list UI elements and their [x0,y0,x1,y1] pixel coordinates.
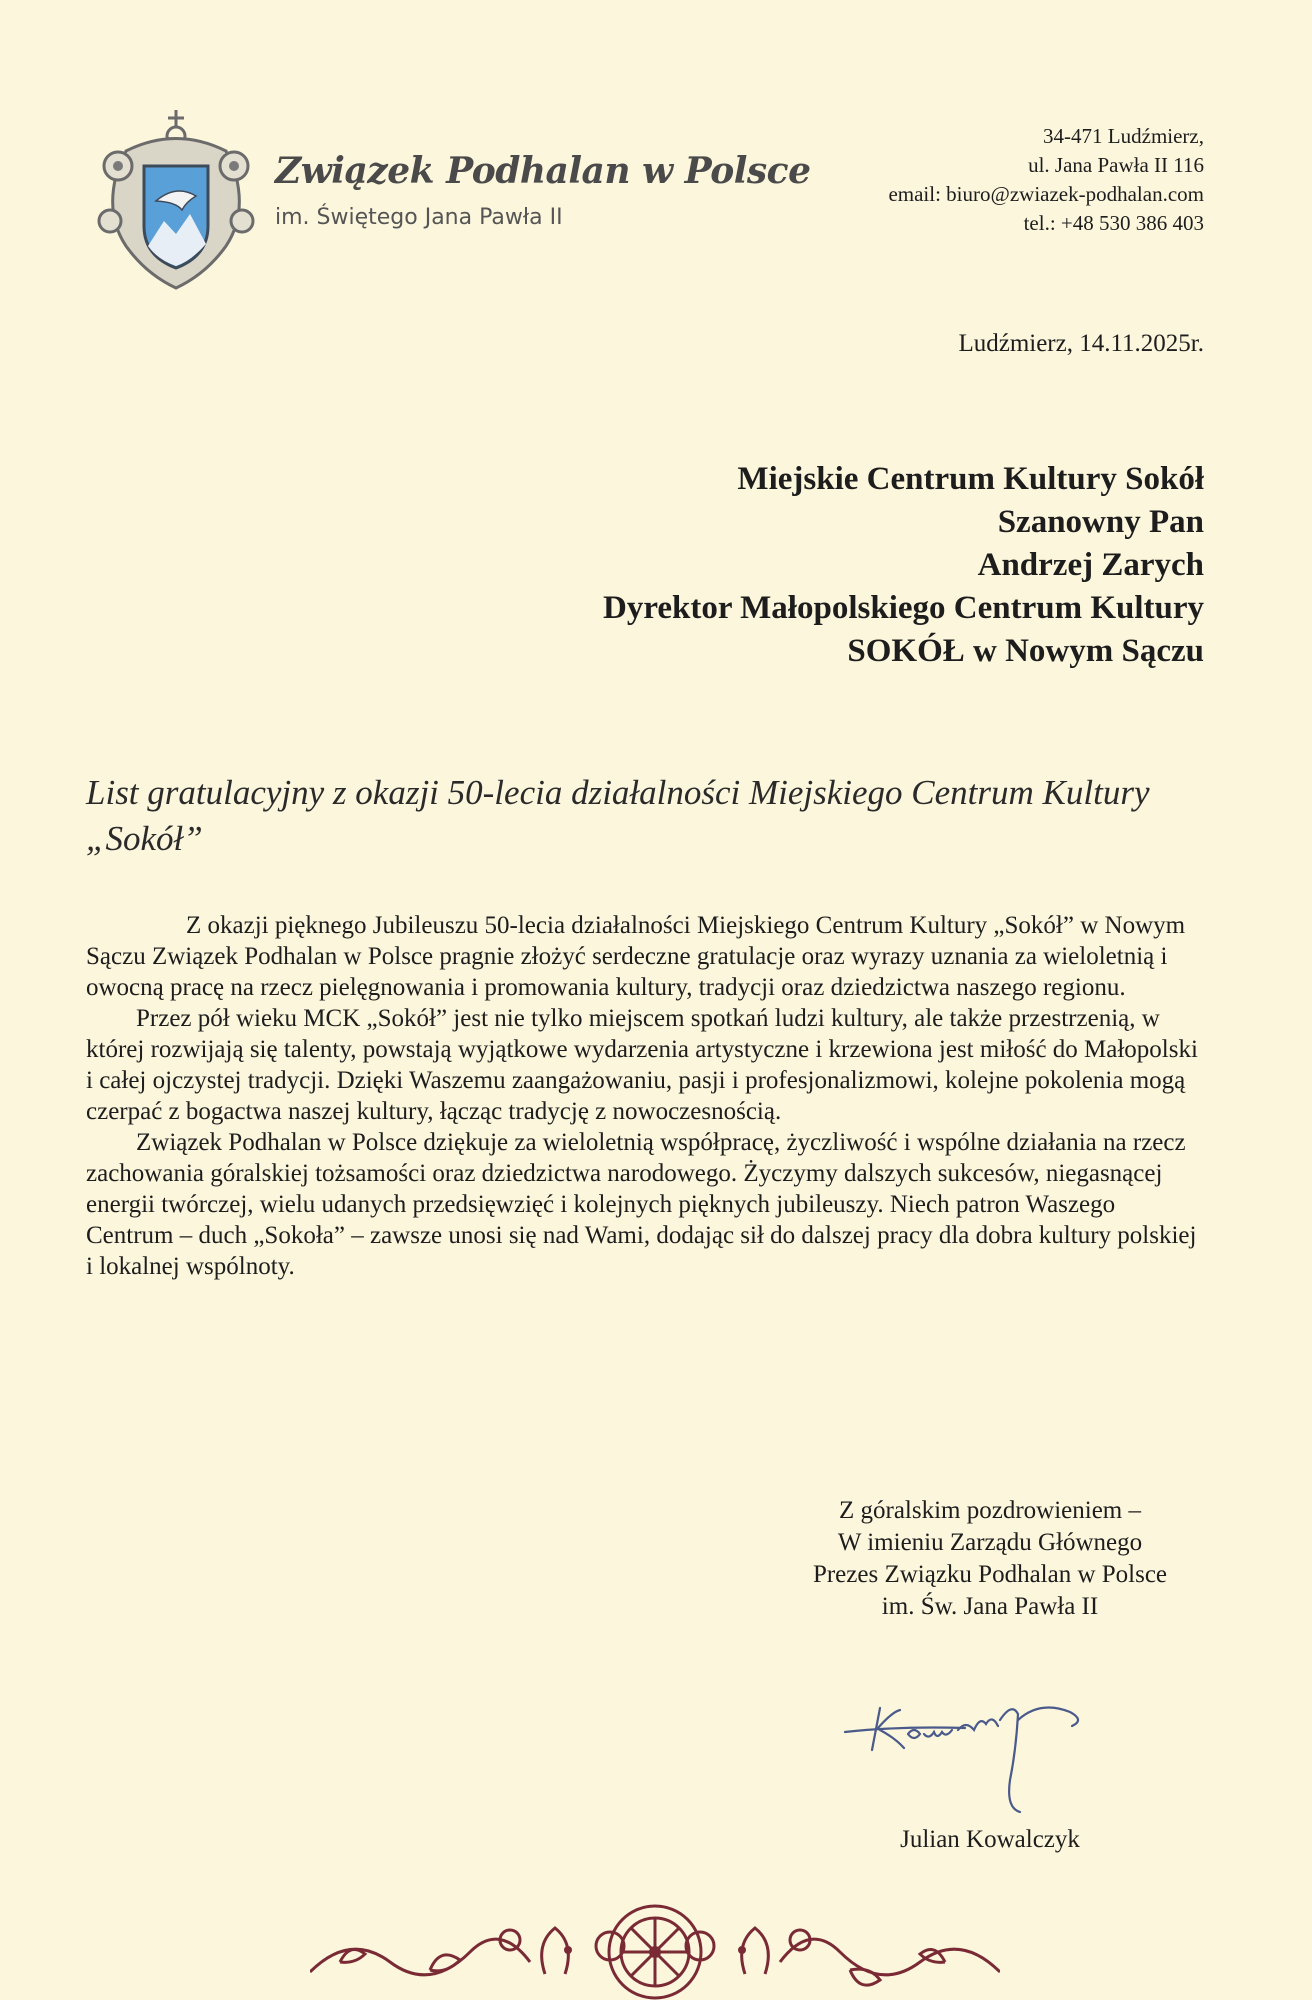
recipient-block [603,458,1204,673]
emblem-icon [96,106,256,296]
closing-line: Z góralskim pozdrowieniem – [838,1497,1141,1524]
recipient-line: Miejskie Centrum Kultury Sokół [737,461,1204,497]
folk-ornament-icon [310,1892,1000,2000]
closing-line: W imieniu Zarządu Głównego [837,1529,1143,1556]
organization-subtitle: im. Świętego Jana Pawła II [275,205,563,230]
recipient-line: Andrzej Zarych [977,547,1204,583]
body-paragraph: Przez pół wieku MCK „Sokół” jest nie tylko miejscem spotkań ludzi kultury, ale także przestrzenią, w której rozwijają się talenty, powstają wyjątkowe wydarzenia artystyczne i krzewiona jest miłość do Małopolski i całej ojczystej tradycji. Dzięki Waszemu zaangażowaniu, pasji i profesjonalizmowi, kolejne pokolenia mogą czerpać z bogactwa naszej kultury, łącząc tradycję z nowoczesnością. [86,1005,1198,1125]
organization-name: Związek Podhalan w Polsce [275,150,811,192]
contact-street-line: ul. Jana Pawła II 116 [1028,153,1204,177]
contact-email-line: email: biuro@zwiazek-podhalan.com [888,182,1204,206]
contact-address-line: 34-471 Ludźmierz, [1043,124,1204,148]
letter-subject: List gratulacyjny z okazji 50-lecia działalności Miejskiego Centrum Kultury „Sokół” [86,773,1150,858]
recipient-line: Szanowny Pan [997,504,1204,540]
letter-date: Ludźmierz, 14.11.2025r. [958,330,1204,357]
body-paragraph: Z okazji pięknego Jubileuszu 50-lecia działalności Miejskiego Centrum Kultury „Sokół” w Nowym Sączu Związek Podhalan w Polsce pragnie złożyć serdeczne gratulacje oraz wyrazy uznania za wieloletnią i owocną pracę na rzecz pielęgnowania i promowania kultury, tradycji oraz dziedzictwa naszego regionu. [86,912,1186,1001]
recipient-line: SOKÓŁ w Nowym Sączu [847,633,1204,669]
contact-block [888,122,1204,238]
closing-line: im. Św. Jana Pawła II [881,1593,1099,1620]
letter-body [86,910,1206,1282]
handwritten-signature [840,1690,1110,1820]
closing-line: Prezes Związku Podhalan w Polsce [812,1561,1168,1588]
body-paragraph: Związek Podhalan w Polsce dziękuje za wieloletnią współpracę, życzliwość i wspólne działania na rzecz zachowania góralskiej tożsamości oraz dziedzictwa narodowego. Życzymy dalszych sukcesów, niegasnącej energii twórczej, wielu udanych przedsięwzięć i kolejnych pięknych jubileuszy. Niech patron Waszego Centrum – duch „Sokoła” – zawsze unosi się nad Wami, dodając sił do dalszej pracy dla dobra kultury polskiej i lokalnej wspólnoty. [86,1129,1197,1280]
closing-block [760,1495,1220,1623]
recipient-line: Dyrektor Małopolskiego Centrum Kultury [602,590,1204,626]
contact-phone-line: tel.: +48 530 386 403 [1023,211,1204,235]
signer-name: Julian Kowalczyk [900,1826,1080,1853]
